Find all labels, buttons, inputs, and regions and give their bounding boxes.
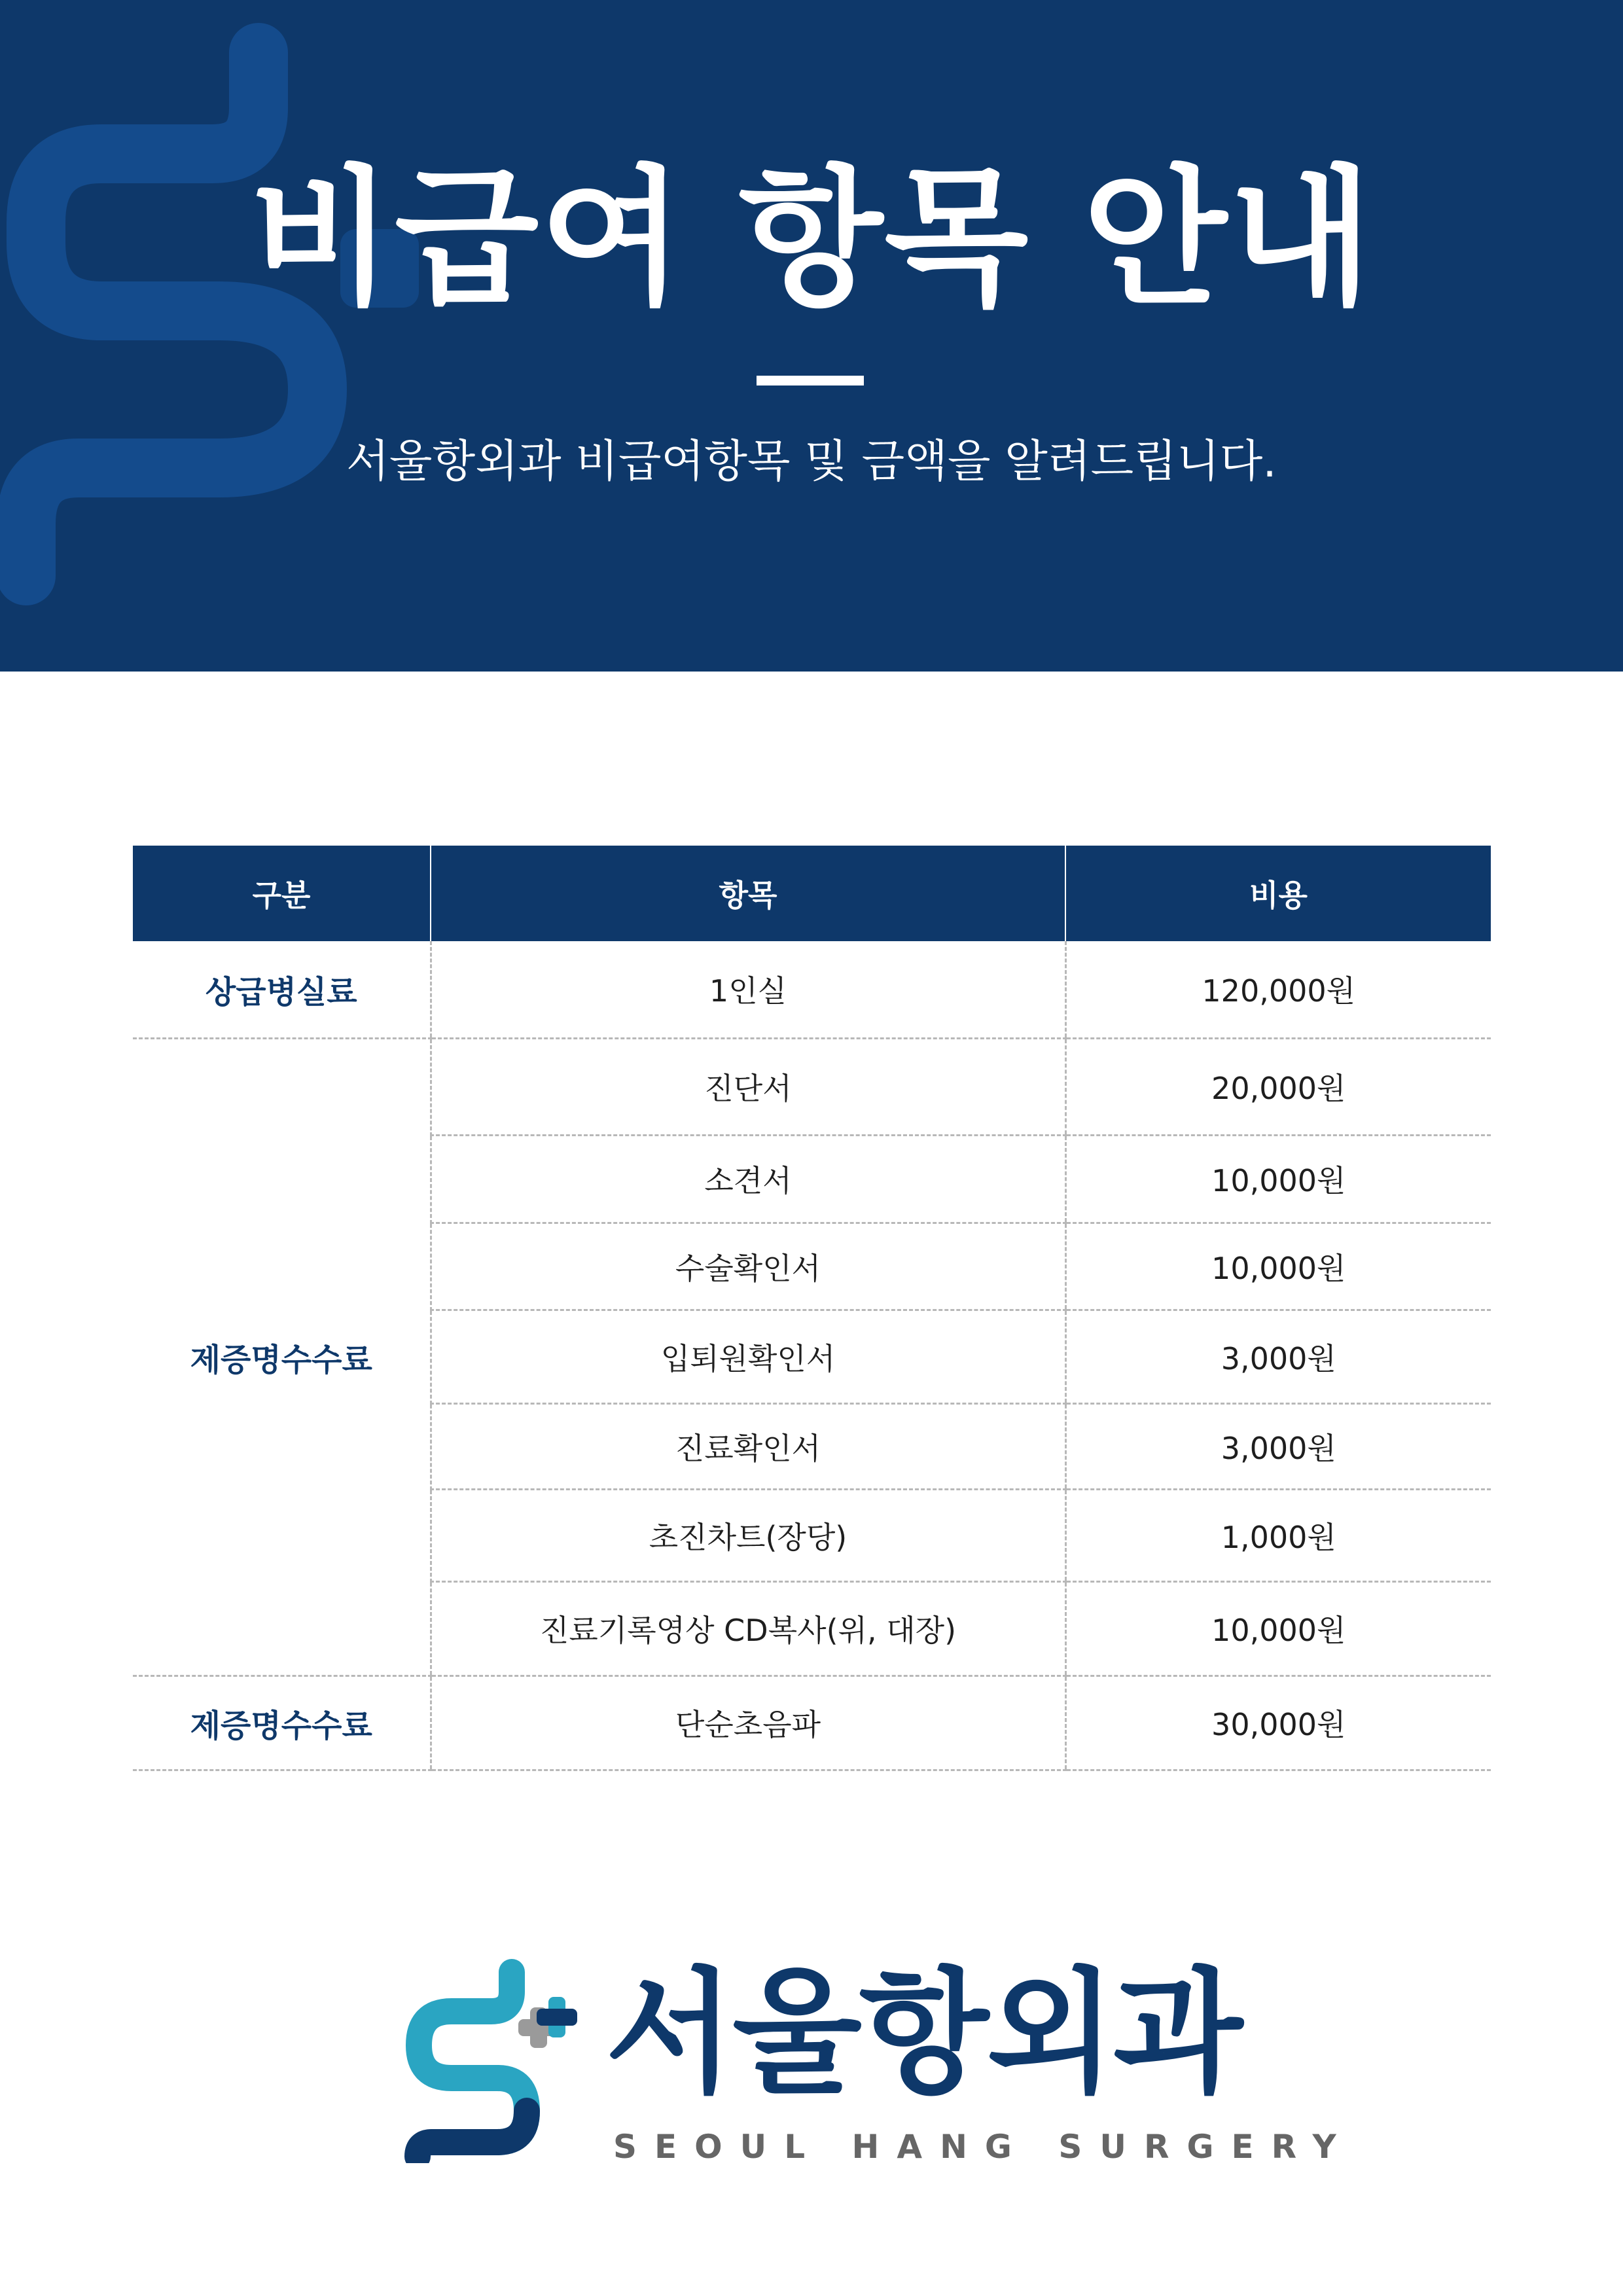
table-row bbox=[133, 941, 1491, 1038]
column-header-category: 구분 bbox=[133, 846, 431, 941]
column-header-item: 항목 bbox=[431, 846, 1065, 941]
page-subtitle: 서울항외과 비급여항목 및 금액을 알려드립니다. bbox=[346, 436, 1277, 488]
category-cell: 상급병실료 bbox=[133, 941, 431, 1038]
logo-name-korean: 서울항외과 bbox=[605, 1956, 1241, 2111]
table-row bbox=[133, 1038, 1491, 1135]
item-cell: 1인실 bbox=[431, 941, 1065, 1038]
title-underline bbox=[757, 376, 864, 386]
cost-cell: 10,000원 bbox=[1065, 1581, 1491, 1676]
item-cell: 소견서 bbox=[431, 1135, 1065, 1223]
category-cell: 제증명수수료 bbox=[133, 1676, 431, 1770]
cost-cell: 20,000원 bbox=[1065, 1038, 1491, 1135]
header-banner bbox=[0, 0, 1623, 672]
cost-cell: 1,000원 bbox=[1065, 1489, 1491, 1581]
item-cell: 진료확인서 bbox=[431, 1403, 1065, 1489]
s-plus-logo-icon bbox=[393, 1954, 602, 2163]
table-row bbox=[133, 1676, 1491, 1770]
hospital-logo bbox=[393, 1954, 1354, 2176]
cost-cell: 10,000원 bbox=[1065, 1223, 1491, 1310]
item-cell: 진료기록영상 CD복사(위, 대장) bbox=[431, 1581, 1065, 1676]
item-cell: 단순초음파 bbox=[431, 1676, 1065, 1770]
cost-cell: 120,000원 bbox=[1065, 941, 1491, 1038]
cost-cell: 3,000원 bbox=[1065, 1310, 1491, 1403]
logo-name-english: SEOUL HANG SURGERY bbox=[613, 2128, 1354, 2166]
column-header-cost: 비용 bbox=[1065, 846, 1491, 941]
item-cell: 수술확인서 bbox=[431, 1223, 1065, 1310]
cost-cell: 3,000원 bbox=[1065, 1403, 1491, 1489]
s-curve-decoration-icon bbox=[0, 0, 458, 672]
fee-table bbox=[133, 846, 1491, 1771]
category-cell: 제증명수수료 bbox=[133, 1038, 431, 1676]
table-header-row bbox=[133, 846, 1491, 941]
page-title: 비급여 항목 안내 bbox=[249, 151, 1374, 325]
item-cell: 입퇴원확인서 bbox=[431, 1310, 1065, 1403]
cost-cell: 10,000원 bbox=[1065, 1135, 1491, 1223]
item-cell: 초진차트(장당) bbox=[431, 1489, 1065, 1581]
cost-cell: 30,000원 bbox=[1065, 1676, 1491, 1770]
item-cell: 진단서 bbox=[431, 1038, 1065, 1135]
